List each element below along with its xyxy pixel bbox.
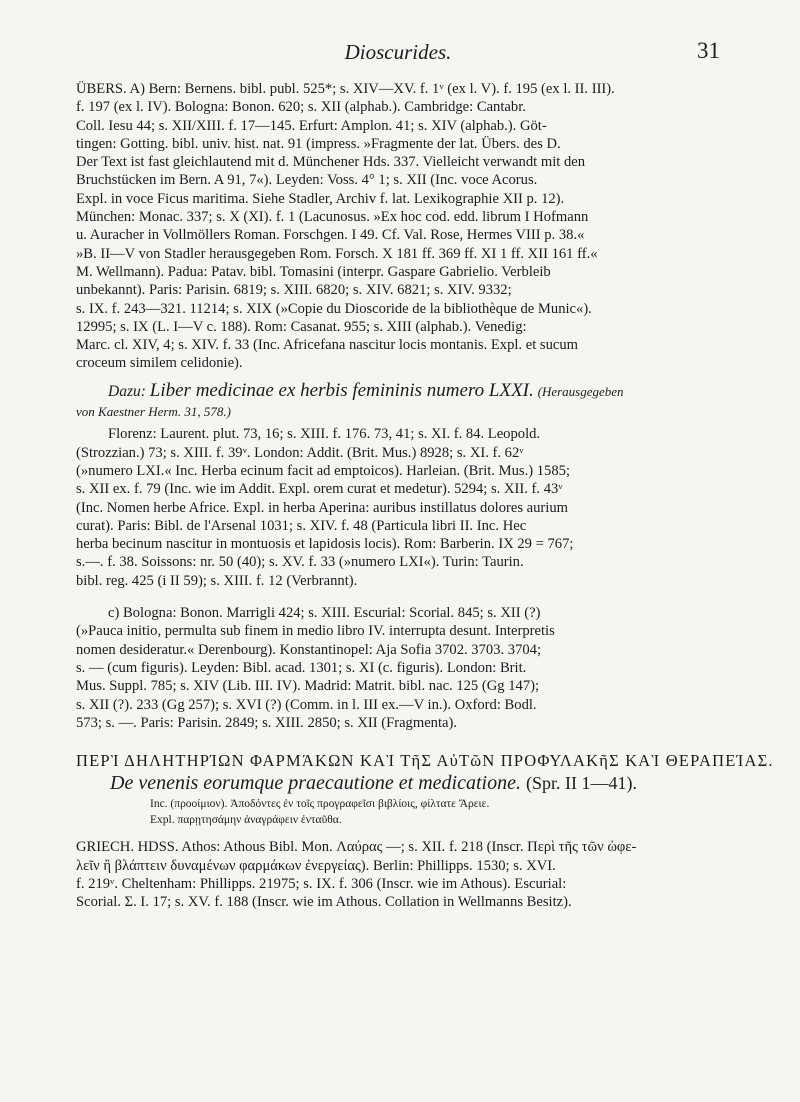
- text-line: croceum similem celidonie).: [76, 355, 243, 372]
- text-line: c) Bologna: Bonon. Marrigli 424; s. XIII. Escurial: Scorial. 845; s. XII (?): [108, 605, 541, 622]
- incipit-line: Inc. (προοίμιον). Ἀποδόντες ἐν τοῖς προγραφεῖσι βιβλίοις, φίλτατε Ἄρειε.: [150, 798, 490, 811]
- text-line: s.—. f. 38. Soissons: nr. 50 (40); s. XV. f. 33 (»numero LXI«). Turin: Taurin.: [76, 554, 524, 571]
- text-line: f. 197 (ex l. IV). Bologna: Bonon. 620; s. XII (alphab.). Cambridge: Cantabr.: [76, 99, 526, 116]
- text-line: GRIECH. HDSS. Athos: Athous Bibl. Mon. Λαύρας —; s. XII. f. 218 (Inscr. Περὶ τῆς τῶν ὠφε-: [76, 839, 637, 856]
- text-line: Marc. cl. XIV, 4; s. XIV. f. 33 (Inc. Africefana nascitur locis montanis. Expl. et sucum: [76, 337, 579, 354]
- text-line: λεῖν ἢ βλάπτειν δυναμένων φαρμάκων ἐνεργείας). Berlin: Phillipps. 1530; s. XVI.: [76, 857, 556, 874]
- text-line: 12995; s. IX (L. I—V c. 188). Rom: Casanat. 955; s. XIII (alphab.). Venedig:: [76, 318, 527, 335]
- text-line: s. XII (?). 233 (Gg 257); s. XVI (?) (Comm. in l. III ex.—V in.). Oxford: Bodl.: [76, 696, 537, 713]
- dazu-title: Liber medicinae ex herbis femininis numero LXXI.: [149, 379, 534, 401]
- section-b: [76, 425, 720, 590]
- text-line: Florenz: Laurent. plut. 73, 16; s. XIII. f. 176. 73, 41; s. XI. f. 84. Leopold.: [108, 426, 541, 443]
- text-line: unbekannt). Paris: Parisin. 6819; s. XIII. 6820; s. XIV. 6821; s. XIV. 9332;: [76, 282, 512, 299]
- text-line: f. 219ᵛ. Cheltenham: Phillipps. 21975; s. IX. f. 306 (Inscr. wie im Athous). Escurial:: [76, 875, 567, 892]
- dazu-note-line2: von Kaestner Herm. 31, 578.): [76, 404, 231, 420]
- page-number: 31: [697, 38, 720, 63]
- section-c: [76, 604, 720, 732]
- text-line: (Inc. Nomen herbe Africe. Expl. in herba Aperina: auribus instillatus dolores aurium: [76, 499, 568, 516]
- page-header: [76, 38, 720, 68]
- dazu-heading: [76, 379, 720, 401]
- text-line: nomen desideratur.« Derenbourg). Konstantinopel: Aja Sofia 3702. 3703. 3704;: [76, 641, 542, 658]
- text-line: s. XII ex. f. 79 (Inc. wie im Addit. Expl. orem curat et medetur). 5294; s. XII. f. 43ᵛ: [76, 481, 563, 498]
- latin-title: [76, 770, 720, 796]
- text-line: Scorial. Σ. I. 17; s. XV. f. 188 (Inscr. wie im Athous. Collation in Wellmanns Besitz).: [76, 894, 572, 911]
- page-body: [76, 80, 774, 912]
- text-line: Der Text ist fast gleichlautend mit d. Münchener Hds. 337. Vielleicht verwandt mit den: [76, 154, 586, 171]
- text-line: tingen: Gotting. bibl. univ. hist. nat. 91 (impress. »Fragmente der lat. Übers. des D.: [76, 135, 561, 152]
- latin-title-text: De venenis eorumque praecautione et medicatione.: [110, 772, 521, 795]
- dazu-label: Dazu:: [108, 382, 146, 400]
- greek-title: ΠΕΡῚ ΔΗΛΗΤΗΡΊΩΝ ΦΑΡΜΆΚΩΝ ΚΑῚ ΤῆΣ ΑὐΤῶΝ ΠΡΟΦΥΛΑΚῆΣ ΚΑῚ ΘΕΡΑΠΕΊΑΣ.: [76, 751, 774, 771]
- running-title: Dioscurides.: [344, 40, 452, 64]
- section-a: [76, 80, 720, 373]
- latin-title-ref: (Spr. II 1—41).: [525, 773, 637, 794]
- text-line: (Strozzian.) 73; s. XIII. f. 39ᵛ. London: Addit. (Brit. Mus.) 8928; s. XI. f. 62ᵛ: [76, 444, 524, 461]
- text-line: s. — (cum figuris). Leyden: Bibl. acad. 1301; s. XI (c. figuris). London: Brit.: [76, 659, 527, 676]
- text-line: ÜBERS. A) Bern: Bernens. bibl. publ. 525*; s. XIV—XV. f. 1ᵛ (ex l. V). f. 195 (ex l. II. III).: [76, 81, 615, 97]
- text-line: Coll. Iesu 44; s. XII/XIII. f. 17—145. Erfurt: Amplon. 41; s. XIV (alphab.). Göt-: [76, 117, 547, 134]
- text-line: u. Auracher in Vollmöllers Roman. Forschgen. I 49. Cf. Val. Rose, Hermes VIII p. 38.«: [76, 227, 585, 244]
- text-line: curat). Paris: Bibl. de l'Arsenal 1031; s. XIV. f. 48 (Particula libri II. Inc. Hec: [76, 517, 527, 534]
- dazu-note: (Herausgegeben: [537, 383, 624, 399]
- text-line: M. Wellmann). Padua: Patav. bibl. Tomasini (interpr. Gaspare Gabrielio. Verbleib: [76, 263, 551, 280]
- text-line: herba becinum nascitur in montuosis et lapidosis locis). Rom: Barberin. IX 29 = 767;: [76, 536, 574, 553]
- text-line: (»Pauca initio, permulta sub finem in medio libro IV. interrupta desunt. Interpretis: [76, 623, 555, 640]
- text-line: bibl. reg. 425 (i II 59); s. XIII. f. 12 (Verbrannt).: [76, 572, 358, 589]
- text-line: »B. II—V von Stadler herausgegeben Rom. Forsch. X 181 ff. 369 ff. XI 1 ff. XII 161 ff.«: [76, 245, 598, 262]
- explicit-line: Expl. παρῃτησάμην ἀναγράφειν ἐνταῦθα.: [150, 814, 342, 827]
- text-line: München: Monac. 337; s. X (XI). f. 1 (Lacunosus. »Ex hoc cod. edd. librum I Hofmann: [76, 209, 589, 226]
- text-line: Mus. Suppl. 785; s. XIV (Lib. III. IV). Madrid: Matrit. bibl. nac. 125 (Gg 147);: [76, 678, 540, 695]
- text-line: (»numero LXI.« Inc. Herba ecinum facit ad emptoicos). Harleian. (Brit. Mus.) 1585;: [76, 462, 571, 479]
- text-line: s. IX. f. 243—321. 11214; s. XIX (»Copie du Dioscoride de la bibliothèque de Munic«).: [76, 300, 592, 317]
- text-line: Expl. in voce Ficus maritima. Siehe Stadler, Archiv f. lat. Lexikographie XII p. 12).: [76, 190, 565, 207]
- text-line: 573; s. —. Paris: Parisin. 2849; s. XIII. 2850; s. XII (Fragmenta).: [76, 714, 458, 731]
- greek-manuscripts: [76, 838, 720, 911]
- text-line: Bruchstücken im Bern. A 91, 7«). Leyden: Voss. 4° 1; s. XII (Inc. voce Acorus.: [76, 172, 538, 189]
